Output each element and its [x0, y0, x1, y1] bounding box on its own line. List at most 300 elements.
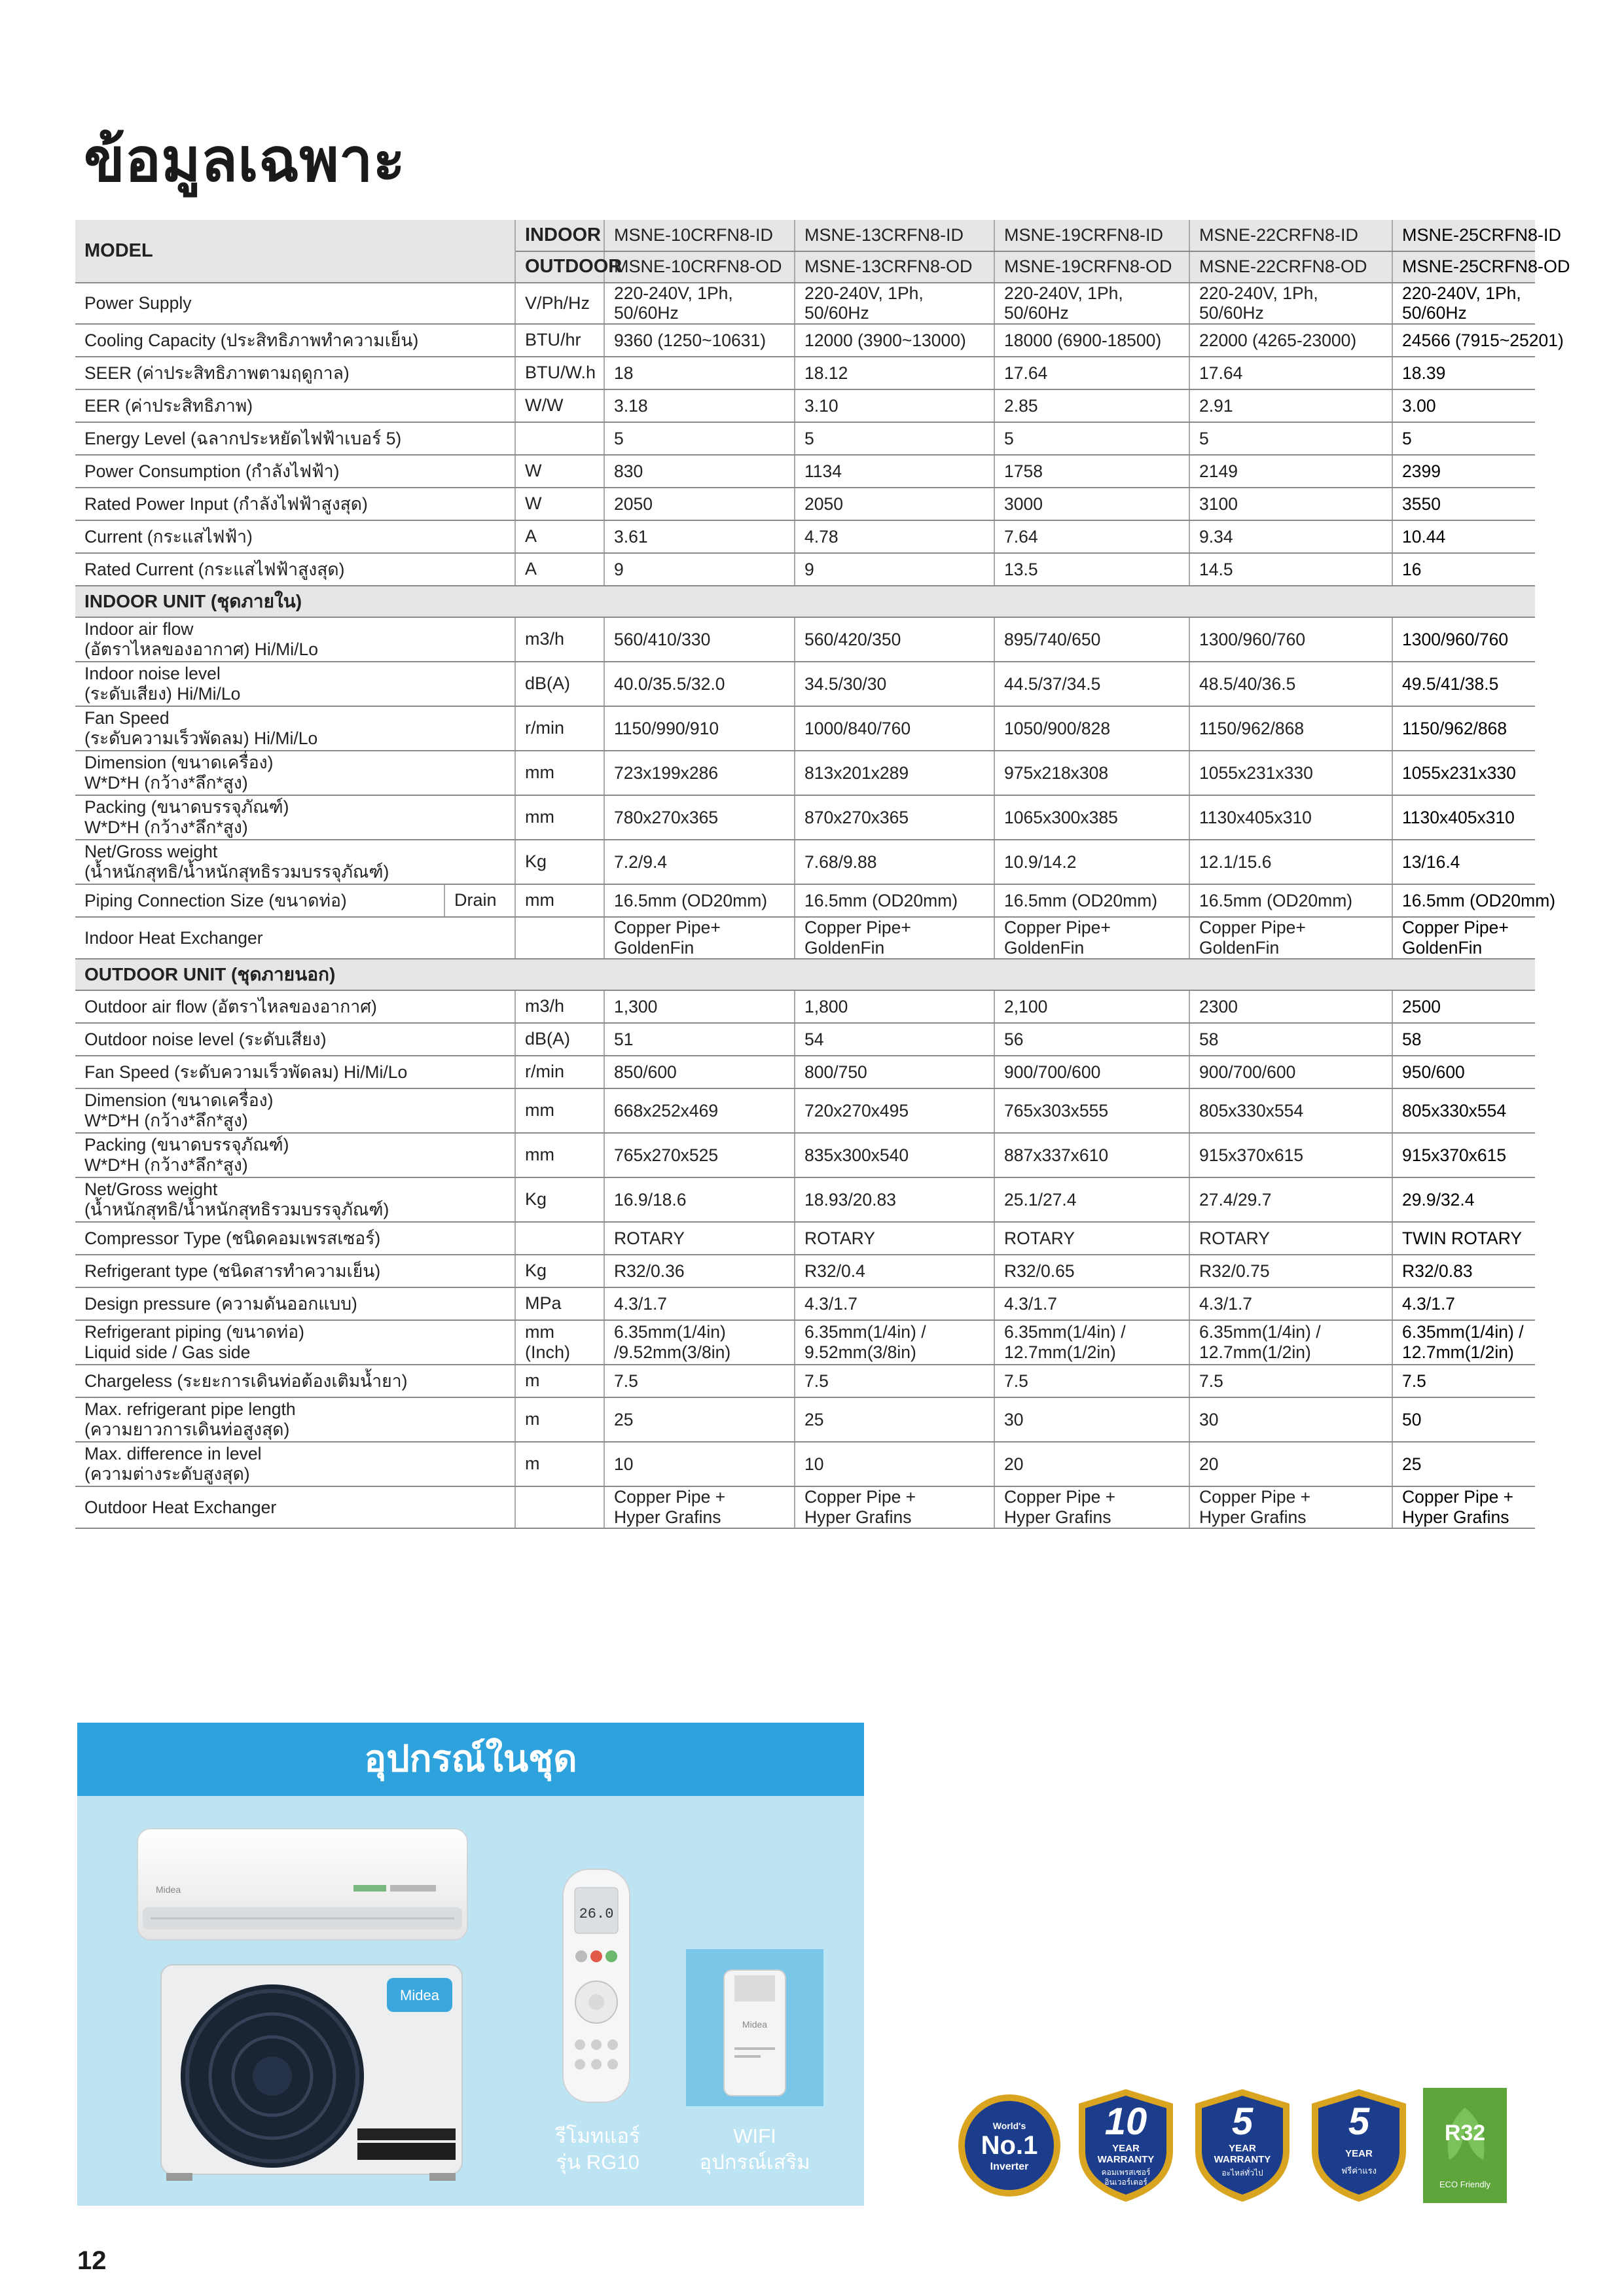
row-value: 830 — [604, 455, 795, 488]
row-label: Piping Connection Size (ขนาดท่อ) — [75, 884, 444, 917]
row-label — [75, 1088, 515, 1133]
row-unit — [515, 422, 604, 455]
row-value: 887x337x610 — [994, 1133, 1189, 1177]
row-value: 895/740/650 — [994, 617, 1189, 662]
line-2: (Inch) — [525, 1342, 571, 1362]
row-value: 49.5/41/38.5 — [1392, 662, 1535, 706]
row-value: 3.00 — [1392, 389, 1535, 422]
remote-caption — [542, 2123, 653, 2176]
page-title: ข้อมูลเฉพาะ — [84, 125, 405, 195]
spec-row — [75, 1255, 1535, 1287]
row-unit: dB(A) — [515, 1023, 604, 1056]
row-unit — [515, 1222, 604, 1255]
remote-caption-line2: รุ่น RG10 — [556, 2151, 640, 2174]
line-1: Packing (ขนาดบรรจุภัณฑ์) — [84, 797, 289, 817]
row-value: R32/0.65 — [994, 1255, 1189, 1287]
row-value: 850/600 — [604, 1056, 795, 1088]
line-2: GoldenFin — [1004, 937, 1085, 958]
row-value — [1189, 1320, 1392, 1365]
row-label — [75, 1177, 515, 1222]
row-value: 16.5mm (OD20mm) — [795, 884, 994, 917]
row-value: 16.5mm (OD20mm) — [604, 884, 795, 917]
row-value: 1300/960/760 — [1392, 617, 1535, 662]
line-2: 12.7mm(1/2in) — [1199, 1342, 1311, 1362]
outdoor-model: MSNE-22CRFN8-OD — [1189, 251, 1392, 283]
row-label: Outdoor Heat Exchanger — [75, 1486, 515, 1528]
line-2: GoldenFin — [614, 937, 695, 958]
line-1: Refrigerant piping (ขนาดท่อ) — [84, 1322, 304, 1342]
row-unit: Kg — [515, 1177, 604, 1222]
line-2: 50/60Hz — [1004, 303, 1069, 323]
row-label — [75, 617, 515, 662]
row-value: 720x270x495 — [795, 1088, 994, 1133]
row-value: 25 — [604, 1397, 795, 1442]
row-value: 1,800 — [795, 990, 994, 1023]
row-value: 1758 — [994, 455, 1189, 488]
badge1-bottom: Inverter — [990, 2161, 1029, 2172]
row-value: 3000 — [994, 488, 1189, 520]
row-value: 4.3/1.7 — [604, 1287, 795, 1320]
row-value: 800/750 — [795, 1056, 994, 1088]
badge2-line4: อินเวอร์เตอร์ — [1104, 2178, 1147, 2187]
line-2: /9.52mm(3/8in) — [614, 1342, 731, 1362]
row-unit: m — [515, 1397, 604, 1442]
line-2: (น้ำหนักสุทธิ/น้ำหนักสุทธิรวมบรรจุภัณฑ์) — [84, 861, 389, 882]
row-value: 7.2/9.4 — [604, 840, 795, 884]
line-2: 50/60Hz — [804, 303, 869, 323]
line-1: Copper Pipe + — [1004, 1487, 1116, 1507]
section-header — [75, 959, 1535, 990]
row-value: 16.9/18.6 — [604, 1177, 795, 1222]
line-1: Copper Pipe+ — [1402, 918, 1509, 938]
wifi-caption — [686, 2123, 823, 2176]
row-value — [1189, 1486, 1392, 1528]
row-value — [1392, 917, 1535, 959]
line-2: 50/60Hz — [1199, 303, 1264, 323]
line-2: (ความยาวการเดินท่อสูงสุด) — [84, 1419, 290, 1439]
row-value: 7.5 — [1392, 1365, 1535, 1397]
row-value: 9 — [795, 553, 994, 586]
badge5-r32: R32 — [1444, 2121, 1486, 2145]
spec-row — [75, 1486, 1535, 1528]
row-label: Refrigerant type (ชนิดสารทำความเย็น) — [75, 1255, 515, 1287]
line-1: 6.35mm(1/4in) — [614, 1322, 726, 1342]
line-1: 6.35mm(1/4in) / — [1199, 1322, 1321, 1342]
row-value: 950/600 — [1392, 1056, 1535, 1088]
badge2-warranty: WARRANTY — [1097, 2154, 1155, 2165]
row-value: 5 — [1189, 422, 1392, 455]
line-1: Indoor noise level — [84, 664, 221, 684]
badge4-line2: ฟรีค่าแรง — [1341, 2166, 1377, 2176]
line-2: GoldenFin — [804, 937, 885, 958]
line-1: Copper Pipe + — [804, 1487, 916, 1507]
row-label: Power Consumption (กำลังไฟฟ้า) — [75, 455, 515, 488]
line-2: 12.7mm(1/2in) — [1004, 1342, 1116, 1362]
badge2-number: 10 — [1104, 2100, 1147, 2143]
row-value: 560/410/330 — [604, 617, 795, 662]
model-label: MODEL — [75, 220, 515, 283]
row-value: 13/16.4 — [1392, 840, 1535, 884]
row-value: 3100 — [1189, 488, 1392, 520]
row-value: ROTARY — [994, 1222, 1189, 1255]
row-value: 1055x231x330 — [1392, 751, 1535, 795]
row-value: 2149 — [1189, 455, 1392, 488]
line-2: Hyper Grafins — [1004, 1507, 1111, 1527]
spec-row — [75, 1088, 1535, 1133]
row-unit: r/min — [515, 1056, 604, 1088]
row-value: 560/420/350 — [795, 617, 994, 662]
section-title: INDOOR UNIT (ชุดภายใน) — [75, 586, 1535, 617]
row-value: 22000 (4265-23000) — [1189, 324, 1392, 357]
row-value: 813x201x289 — [795, 751, 994, 795]
row-label — [75, 751, 515, 795]
remote-control-illustration — [562, 1868, 631, 2104]
badge2-year: YEAR — [1112, 2143, 1140, 2154]
row-value: 9 — [604, 553, 795, 586]
badge1-main: No.1 — [981, 2131, 1038, 2160]
line-2: (ความต่างระดับสูงสุด) — [84, 1463, 250, 1484]
line-1: 6.35mm(1/4in) / — [1004, 1322, 1126, 1342]
row-value: 12.1/15.6 — [1189, 840, 1392, 884]
row-value: 7.5 — [604, 1365, 795, 1397]
line-2: (ระดับเสียง) Hi/Mi/Lo — [84, 683, 241, 704]
10-year-warranty-badge — [1074, 2088, 1178, 2203]
spec-row — [75, 1222, 1535, 1255]
row-value: 5 — [994, 422, 1189, 455]
row-value: 4.3/1.7 — [795, 1287, 994, 1320]
line-1: Net/Gross weight — [84, 1179, 218, 1200]
line-1: 220-240V, 1Ph, — [1402, 283, 1521, 303]
row-label: Rated Current (กระแสไฟฟ้าสูงสุด) — [75, 553, 515, 586]
row-label: Outdoor air flow (อัตราไหลของอากาศ) — [75, 990, 515, 1023]
row-value: 58 — [1189, 1023, 1392, 1056]
row-value: 30 — [994, 1397, 1189, 1442]
row-label: Energy Level (ฉลากประหยัดไฟฟ้าเบอร์ 5) — [75, 422, 515, 455]
row-value: 805x330x554 — [1392, 1088, 1535, 1133]
row-value: 5 — [795, 422, 994, 455]
spec-row — [75, 662, 1535, 706]
line-1: Copper Pipe+ — [804, 918, 911, 938]
row-value: 1150/962/868 — [1392, 706, 1535, 751]
row-value: 16.5mm (OD20mm) — [1392, 884, 1535, 917]
row-value — [795, 1486, 994, 1528]
row-value — [1189, 917, 1392, 959]
line-2: Hyper Grafins — [804, 1507, 912, 1527]
spec-row — [75, 1320, 1535, 1365]
row-value: ROTARY — [795, 1222, 994, 1255]
row-value: 18.39 — [1392, 357, 1535, 389]
row-value: 10 — [604, 1442, 795, 1486]
row-unit: dB(A) — [515, 662, 604, 706]
row-value: 1130x405x310 — [1392, 795, 1535, 840]
row-unit: mm — [515, 795, 604, 840]
line-1: Max. refrigerant pipe length — [84, 1399, 296, 1420]
indoor-model: MSNE-10CRFN8-ID — [604, 220, 795, 251]
row-value — [795, 1320, 994, 1365]
spec-row — [75, 1133, 1535, 1177]
badge3-line3: อะไหล่ทั่วไป — [1221, 2168, 1263, 2178]
spec-row — [75, 917, 1535, 959]
line-2: Hyper Grafins — [614, 1507, 721, 1527]
row-value — [994, 1486, 1189, 1528]
row-value: R32/0.4 — [795, 1255, 994, 1287]
row-value: 5 — [604, 422, 795, 455]
row-value: 3.10 — [795, 389, 994, 422]
row-value — [795, 917, 994, 959]
spec-row — [75, 1056, 1535, 1088]
row-value: 10.44 — [1392, 520, 1535, 553]
line-2: 50/60Hz — [1402, 303, 1467, 323]
outdoor-model: MSNE-19CRFN8-OD — [994, 251, 1189, 283]
badge3-number: 5 — [1231, 2100, 1254, 2143]
row-unit: m3/h — [515, 617, 604, 662]
row-value: 975x218x308 — [994, 751, 1189, 795]
row-value: 17.64 — [994, 357, 1189, 389]
line-1: Copper Pipe+ — [1004, 918, 1111, 938]
row-value: 18.12 — [795, 357, 994, 389]
indoor-unit-brand: Midea — [156, 1884, 181, 1895]
spec-row — [75, 488, 1535, 520]
row-sub-label: Drain — [444, 884, 515, 917]
indoor-model: MSNE-25CRFN8-ID — [1392, 220, 1535, 251]
row-value: 3550 — [1392, 488, 1535, 520]
row-label: Fan Speed (ระดับความเร็วพัดลม) Hi/Mi/Lo — [75, 1056, 515, 1088]
row-unit: mm — [515, 1088, 604, 1133]
row-label: Design pressure (ความดันออกแบบ) — [75, 1287, 515, 1320]
outdoor-model: MSNE-10CRFN8-OD — [604, 251, 795, 283]
row-value: 13.5 — [994, 553, 1189, 586]
row-value: 2500 — [1392, 990, 1535, 1023]
row-label: Outdoor noise level (ระดับเสียง) — [75, 1023, 515, 1056]
row-label — [75, 840, 515, 884]
row-value: 780x270x365 — [604, 795, 795, 840]
row-value: 915x370x615 — [1189, 1133, 1392, 1177]
no1-inverter-badge — [957, 2088, 1062, 2203]
line-1: 220-240V, 1Ph, — [804, 283, 924, 303]
remote-caption-line1: รีโมทแอร์ — [555, 2125, 640, 2147]
line-2: GoldenFin — [1402, 937, 1483, 958]
row-value: 2.91 — [1189, 389, 1392, 422]
indoor-label: INDOOR — [515, 220, 604, 251]
spec-row — [75, 751, 1535, 795]
wifi-dongle-brand: Midea — [742, 2019, 768, 2030]
spec-row — [75, 455, 1535, 488]
row-value: 2050 — [604, 488, 795, 520]
badge1-top: World's — [992, 2121, 1026, 2131]
spec-row — [75, 389, 1535, 422]
row-unit: W — [515, 488, 604, 520]
row-value: 7.5 — [994, 1365, 1189, 1397]
row-unit: Kg — [515, 1255, 604, 1287]
row-value: 4.78 — [795, 520, 994, 553]
badge4-year: YEAR — [1345, 2148, 1373, 2159]
accessories-panel — [77, 1723, 864, 2206]
row-value: 4.3/1.7 — [1189, 1287, 1392, 1320]
row-unit — [515, 1320, 604, 1365]
row-value: 835x300x540 — [795, 1133, 994, 1177]
row-label: Compressor Type (ชนิดคอมเพรสเซอร์) — [75, 1222, 515, 1255]
row-value: R32/0.36 — [604, 1255, 795, 1287]
row-value: 48.5/40/36.5 — [1189, 662, 1392, 706]
row-value: 18 — [604, 357, 795, 389]
row-value: 1150/990/910 — [604, 706, 795, 751]
spec-row — [75, 357, 1535, 389]
row-unit: r/min — [515, 706, 604, 751]
row-unit: mm — [515, 1133, 604, 1177]
row-value: 1150/962/868 — [1189, 706, 1392, 751]
badge2-line3: คอมเพรสเซอร์ — [1101, 2168, 1151, 2177]
row-value: 18.93/20.83 — [795, 1177, 994, 1222]
row-value — [994, 1320, 1189, 1365]
row-value — [795, 283, 994, 324]
row-unit: W — [515, 455, 604, 488]
line-2: (อัตราไหลของอากาศ) Hi/Mi/Lo — [84, 639, 318, 659]
spec-row — [75, 422, 1535, 455]
row-value: 25 — [1392, 1442, 1535, 1486]
row-value: 5 — [1392, 422, 1535, 455]
row-value — [604, 1320, 795, 1365]
line-1: Copper Pipe + — [1199, 1487, 1311, 1507]
wifi-caption-line2: อุปกรณ์เสริม — [699, 2151, 810, 2174]
row-value — [1392, 1320, 1535, 1365]
row-label — [75, 1320, 515, 1365]
header-row-indoor — [75, 220, 1535, 251]
row-unit: m — [515, 1365, 604, 1397]
row-value: 7.5 — [795, 1365, 994, 1397]
row-value: 1055x231x330 — [1189, 751, 1392, 795]
row-value: TWIN ROTARY — [1392, 1222, 1535, 1255]
row-value: 2,100 — [994, 990, 1189, 1023]
page-number: 12 — [77, 2246, 107, 2275]
row-label: SEER (ค่าประสิทธิภาพตามฤดูกาล) — [75, 357, 515, 389]
row-value: 3.18 — [604, 389, 795, 422]
row-value: 27.4/29.7 — [1189, 1177, 1392, 1222]
row-value: 1000/840/760 — [795, 706, 994, 751]
row-label: Power Supply — [75, 283, 515, 324]
outdoor-label: OUTDOOR — [515, 251, 604, 283]
line-1: 6.35mm(1/4in) / — [1402, 1322, 1524, 1342]
row-value: 4.3/1.7 — [1392, 1287, 1535, 1320]
line-1: Dimension (ขนาดเครื่อง) — [84, 753, 274, 773]
row-value: ROTARY — [1189, 1222, 1392, 1255]
5-year-free-labor-badge — [1307, 2088, 1411, 2203]
badge3-year: YEAR — [1229, 2143, 1256, 2154]
row-value — [994, 283, 1189, 324]
wifi-dongle-illustration — [723, 1969, 787, 2097]
outdoor-unit-illustration — [161, 1965, 462, 2181]
row-value: 20 — [1189, 1442, 1392, 1486]
row-label: Indoor Heat Exchanger — [75, 917, 515, 959]
line-2: Hyper Grafins — [1199, 1507, 1307, 1527]
line-2: 9.52mm(3/8in) — [804, 1342, 916, 1362]
line-2: W*D*H (กว้าง*ลึก*สูง) — [84, 1110, 248, 1130]
line-2: (ระดับความเร็วพัดลม) Hi/Mi/Lo — [84, 728, 318, 748]
spec-row — [75, 553, 1535, 586]
row-value: 40.0/35.5/32.0 — [604, 662, 795, 706]
line-2: W*D*H (กว้าง*ลึก*สูง) — [84, 1155, 248, 1175]
row-value — [604, 1486, 795, 1528]
row-value: 765x270x525 — [604, 1133, 795, 1177]
row-value: 7.68/9.88 — [795, 840, 994, 884]
row-value: 25.1/27.4 — [994, 1177, 1189, 1222]
row-label — [75, 1442, 515, 1486]
outdoor-model: MSNE-25CRFN8-OD — [1392, 251, 1535, 283]
outdoor-model: MSNE-13CRFN8-OD — [795, 251, 994, 283]
line-1: Indoor air flow — [84, 619, 194, 639]
row-value: 20 — [994, 1442, 1189, 1486]
row-label: Current (กระแสไฟฟ้า) — [75, 520, 515, 553]
row-value: 16 — [1392, 553, 1535, 586]
row-value: 16.5mm (OD20mm) — [1189, 884, 1392, 917]
row-value: 2300 — [1189, 990, 1392, 1023]
indoor-model: MSNE-22CRFN8-ID — [1189, 220, 1392, 251]
line-1: Packing (ขนาดบรรจุภัณฑ์) — [84, 1135, 289, 1155]
row-label: Rated Power Input (กำลังไฟฟ้าสูงสุด) — [75, 488, 515, 520]
row-unit: A — [515, 553, 604, 586]
row-value: 915x370x615 — [1392, 1133, 1535, 1177]
r32-eco-badge — [1423, 2088, 1507, 2203]
spec-table — [75, 220, 1570, 1529]
row-value: 765x303x555 — [994, 1088, 1189, 1133]
spec-row — [75, 1397, 1535, 1442]
line-2: (น้ำหนักสุทธิ/น้ำหนักสุทธิรวมบรรจุภัณฑ์) — [84, 1199, 389, 1219]
row-value: 668x252x469 — [604, 1088, 795, 1133]
row-value: 1300/960/760 — [1189, 617, 1392, 662]
row-unit: A — [515, 520, 604, 553]
row-value: 54 — [795, 1023, 994, 1056]
row-unit: m3/h — [515, 990, 604, 1023]
row-label — [75, 662, 515, 706]
row-value: 9360 (1250~10631) — [604, 324, 795, 357]
row-label: Cooling Capacity (ประสิทธิภาพทำความเย็น) — [75, 324, 515, 357]
row-unit — [515, 1486, 604, 1528]
row-value: 10 — [795, 1442, 994, 1486]
spec-row — [75, 1287, 1535, 1320]
row-value: 2.85 — [994, 389, 1189, 422]
row-value: ROTARY — [604, 1222, 795, 1255]
line-2: W*D*H (กว้าง*ลึก*สูง) — [84, 817, 248, 837]
row-value: 9.34 — [1189, 520, 1392, 553]
row-value: R32/0.75 — [1189, 1255, 1392, 1287]
section-title: OUTDOOR UNIT (ชุดภายนอก) — [75, 959, 1535, 990]
row-value: 2399 — [1392, 455, 1535, 488]
spec-row — [75, 520, 1535, 553]
row-value: 50 — [1392, 1397, 1535, 1442]
row-value — [1392, 1486, 1535, 1528]
row-value: 900/700/600 — [994, 1056, 1189, 1088]
spec-row — [75, 324, 1535, 357]
row-unit: MPa — [515, 1287, 604, 1320]
line-1: Copper Pipe + — [614, 1487, 726, 1507]
row-value: 56 — [994, 1023, 1189, 1056]
spec-row — [75, 1177, 1535, 1222]
line-1: Net/Gross weight — [84, 842, 218, 862]
row-value: 870x270x365 — [795, 795, 994, 840]
line-1: Dimension (ขนาดเครื่อง) — [84, 1090, 274, 1111]
row-value: 900/700/600 — [1189, 1056, 1392, 1088]
spec-row-piping — [75, 884, 1535, 917]
outdoor-unit-brand: Midea — [400, 1987, 439, 2003]
spec-row — [75, 706, 1535, 751]
row-value: 34.5/30/30 — [795, 662, 994, 706]
line-1: Copper Pipe+ — [614, 918, 721, 938]
row-unit: Kg — [515, 840, 604, 884]
row-unit: mm — [515, 751, 604, 795]
row-value: 3.61 — [604, 520, 795, 553]
warranty-badges — [957, 2088, 1533, 2203]
row-unit: BTU/W.h — [515, 357, 604, 389]
row-value: 1134 — [795, 455, 994, 488]
